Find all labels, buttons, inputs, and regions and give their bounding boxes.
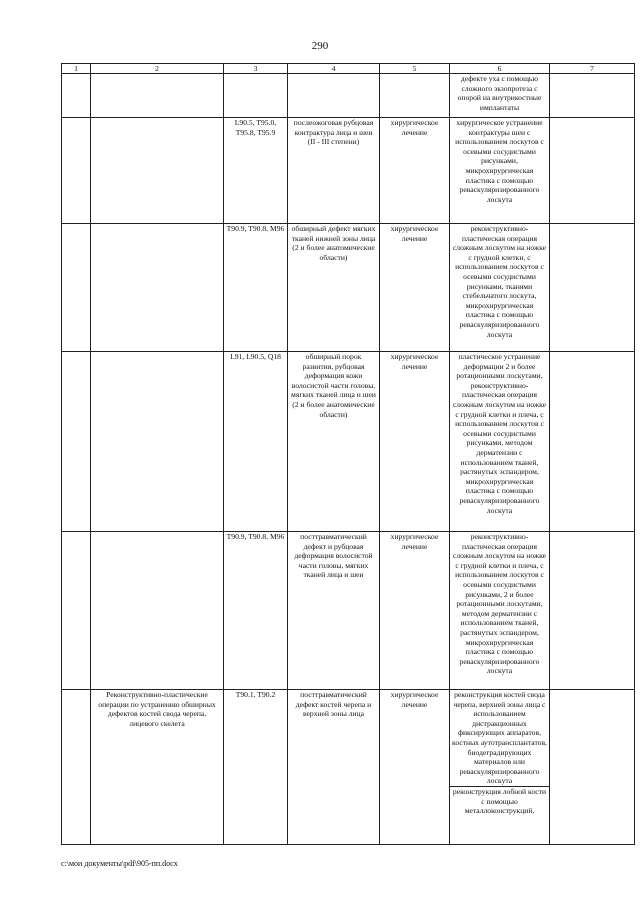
cell-cost <box>550 690 635 845</box>
cell-care-type <box>91 224 224 352</box>
table-row <box>62 690 635 845</box>
page-number: 290 <box>311 40 329 52</box>
table-row <box>62 74 635 118</box>
cell-care-type <box>91 352 224 532</box>
header-col-7: 7 <box>550 64 635 74</box>
method-text: реконструкция костей свода черепа, верхней зоны лица с использованием дистракционных фиксирующих аппаратов, костных аутотрансплантатов, биодеградирующих материалов или реваскуляризированного лоскута <box>452 690 547 786</box>
cell-care-type <box>91 532 224 690</box>
method-text: дефекте уха с помощью сложного экзопротеза с опорой на внутрикостные имплантаты <box>457 74 542 112</box>
cell-cost <box>550 352 635 532</box>
cell-icd-codes: L90.5, T95.0, T95.8, T95.9 <box>224 118 288 224</box>
procedures-table <box>61 63 635 845</box>
cell-method <box>450 224 550 352</box>
table-row <box>62 224 635 352</box>
cell-cost <box>550 224 635 352</box>
method-text: хирургическое устранение контрактуры шеи с использованием лоскутов с осевыми сосудистыми рисунками, микрохирургическая пластика с помощью реваскуляризированного лоскута <box>455 118 544 204</box>
cell-number <box>62 74 91 118</box>
cell-icd-codes <box>224 74 288 118</box>
cell-method <box>450 118 550 224</box>
cell-treatment-type: хирургическое лечение <box>380 532 450 690</box>
cell-patient-model: обширный дефект мягких тканей нижней зоны лица (2 и более анатомические области) <box>288 224 380 352</box>
method-text: пластическое устранение деформации 2 и более ротационными лоскутами, реконструктивно-пластическая операция сложным лоскутом на ножке с грудной клетки и плеча, с использованием лоскутов с осевыми сосудистыми рисунками, методом дерматензии с использованием тканей, растянутых эспандером, микрохирургическая пластика с помощью реваскуляризированного лоскута <box>452 352 547 515</box>
method-text: реконструктивно-пластическая операция сложным лоскутом на ножке с грудной клетки и плеча, с использованием лоскутов с осевыми сосудистыми рисунками, 2 и более ротационными лоскутами, методом дерматензии с использованием тканей, растянутых эспандером, микрохирургическая пластика с помощью реваскуляризированного лоскута <box>452 532 547 676</box>
header-col-6: 6 <box>450 64 550 74</box>
cell-number <box>62 532 91 690</box>
cell-cost <box>550 74 635 118</box>
cell-icd-codes: T90.1, T90.2 <box>224 690 288 845</box>
cell-patient-model: обширный порок развития, рубцовая деформация кожи волосистой части головы, мягких тканей лица и шеи (2 и более анатомические области) <box>288 352 380 532</box>
table-header-row <box>62 64 635 74</box>
cell-number <box>62 224 91 352</box>
cell-care-type: Реконструктивно-пластические операции по устранению обширных дефектов костей свода черепа, лицевого скелета <box>91 690 224 845</box>
method-text: реконструкция лобной кости с помощью металлоконструкций, <box>450 786 549 816</box>
table-row <box>62 352 635 532</box>
cell-patient-model: посттравматический дефект и рубцовая деформация волосистой части головы, мягких тканей лица и шеи <box>288 532 380 690</box>
cell-patient-model: послеожоговая рубцовая контрактура лица и шеи (II - III степени) <box>288 118 380 224</box>
cell-patient-model: посттравматический дефект костей черепа и верхней зоны лица <box>288 690 380 845</box>
method-text: реконструктивно-пластическая операция сложным лоскутом на ножке с грудной клетки, с использованием лоскутов с осевыми сосудистыми рисунками, тканями стебельчатого лоскута, микрохирургическая пластика с помощью реваскуляризированного лоскута <box>452 224 547 339</box>
cell-care-type <box>91 118 224 224</box>
header-col-5: 5 <box>380 64 450 74</box>
footer-file-path: c:\мои документы\pdf\905-пп.docx <box>61 859 178 868</box>
cell-treatment-type <box>380 74 450 118</box>
cell-cost <box>550 532 635 690</box>
cell-treatment-type: хирургическое лечение <box>380 118 450 224</box>
cell-treatment-type: хирургическое лечение <box>380 690 450 845</box>
table-row <box>62 532 635 690</box>
header-col-3: 3 <box>224 64 288 74</box>
cell-icd-codes: T90.9, T90.8, M96 <box>224 532 288 690</box>
cell-care-type <box>91 74 224 118</box>
cell-number <box>62 118 91 224</box>
cell-number <box>62 352 91 532</box>
cell-method <box>450 352 550 532</box>
cell-treatment-type: хирургическое лечение <box>380 224 450 352</box>
cell-patient-model <box>288 74 380 118</box>
cell-treatment-type: хирургическое лечение <box>380 352 450 532</box>
header-col-2: 2 <box>91 64 224 74</box>
cell-cost <box>550 118 635 224</box>
header-col-1: 1 <box>62 64 91 74</box>
cell-icd-codes: L91, L90.5, Q18 <box>224 352 288 532</box>
cell-icd-codes: T90.9, T90.8, M96 <box>224 224 288 352</box>
table-row <box>62 118 635 224</box>
cell-method <box>450 532 550 690</box>
cell-method <box>450 690 550 845</box>
cell-method <box>450 74 550 118</box>
cell-number <box>62 690 91 845</box>
header-col-4: 4 <box>288 64 380 74</box>
